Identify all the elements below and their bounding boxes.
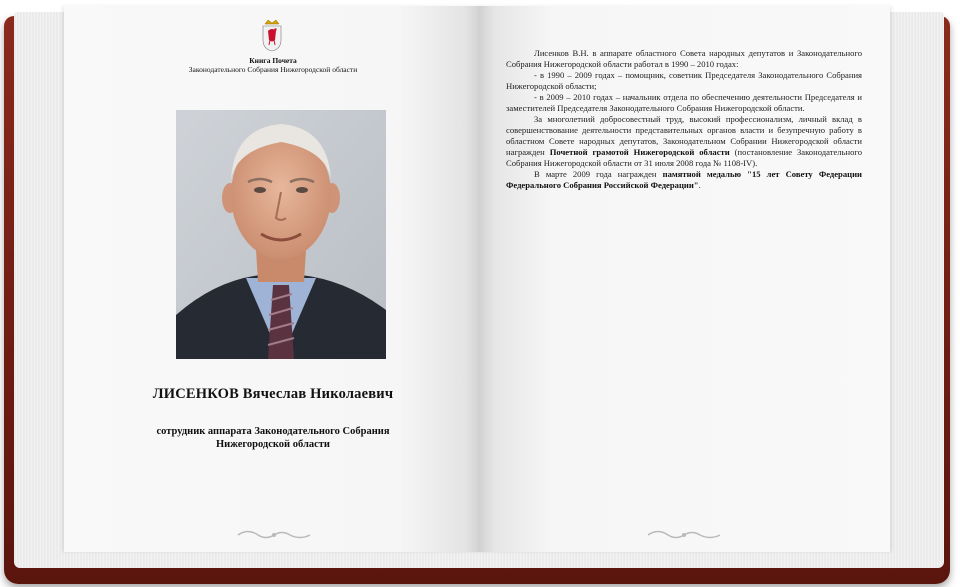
coat-of-arms-icon (261, 18, 283, 52)
bio-p5-text-a: В марте 2009 года награжден (534, 169, 663, 179)
bio-p4-text-a: За многолетний добросовестный труд, высокий профессионализм, личный вклад в совершенствование деятельности представительных органов власти и безупречную работу в областном Совете народных депутатов, Законодательном Собрании Нижегородской области награжден (506, 114, 862, 157)
page-ornament-icon (646, 528, 722, 542)
person-position (104, 425, 442, 451)
bio-p5-text-b: . (698, 180, 701, 190)
bio-paragraph-1: Лисенков В.Н. в аппарате областного Совета народных депутатов и Законодательного Собрания Нижегородской области работал в 1990 – 2010 годах: (506, 48, 862, 69)
book-title-line2: Законодательного Собрания Нижегородской области (188, 65, 358, 74)
bio-p5-bold: памятной медалью "15 лет Совету Федерации Федерального Собрания Российской Федерации" (506, 169, 862, 190)
page-ornament-icon (236, 528, 312, 542)
bio-p4-bold: Почетной грамотой Нижегородской области (549, 147, 730, 157)
right-page (478, 6, 890, 552)
bio-paragraph-3: - в 2009 – 2010 годах – начальник отдела по обеспечению деятельности Председателя и заместителей Председателя Законодательного Собрания Нижегородской области. (506, 92, 862, 113)
position-line1: сотрудник аппарата Законодательного Собрания (156, 426, 390, 437)
portrait-photo (176, 110, 386, 359)
person-name: ЛИСЕНКОВ Вячеслав Николаевич (152, 386, 394, 402)
bio-paragraph-5 (506, 169, 862, 191)
bio-paragraph-2: - в 1990 – 2009 годах – помощник, советник Председателя Законодательного Собрания Нижегородской области; (506, 70, 862, 91)
bio-paragraph-4 (506, 114, 862, 169)
biography-text (506, 48, 862, 191)
book-title (64, 56, 482, 74)
bio-p4-text-b: (постановление Законодательного Собрания Нижегородской области от 31 июля 2008 года № 1108-IV). (506, 147, 862, 168)
position-line2: Нижегородской области (216, 439, 330, 450)
left-page (64, 6, 482, 552)
book-title-line1: Книга Почета (249, 56, 297, 65)
